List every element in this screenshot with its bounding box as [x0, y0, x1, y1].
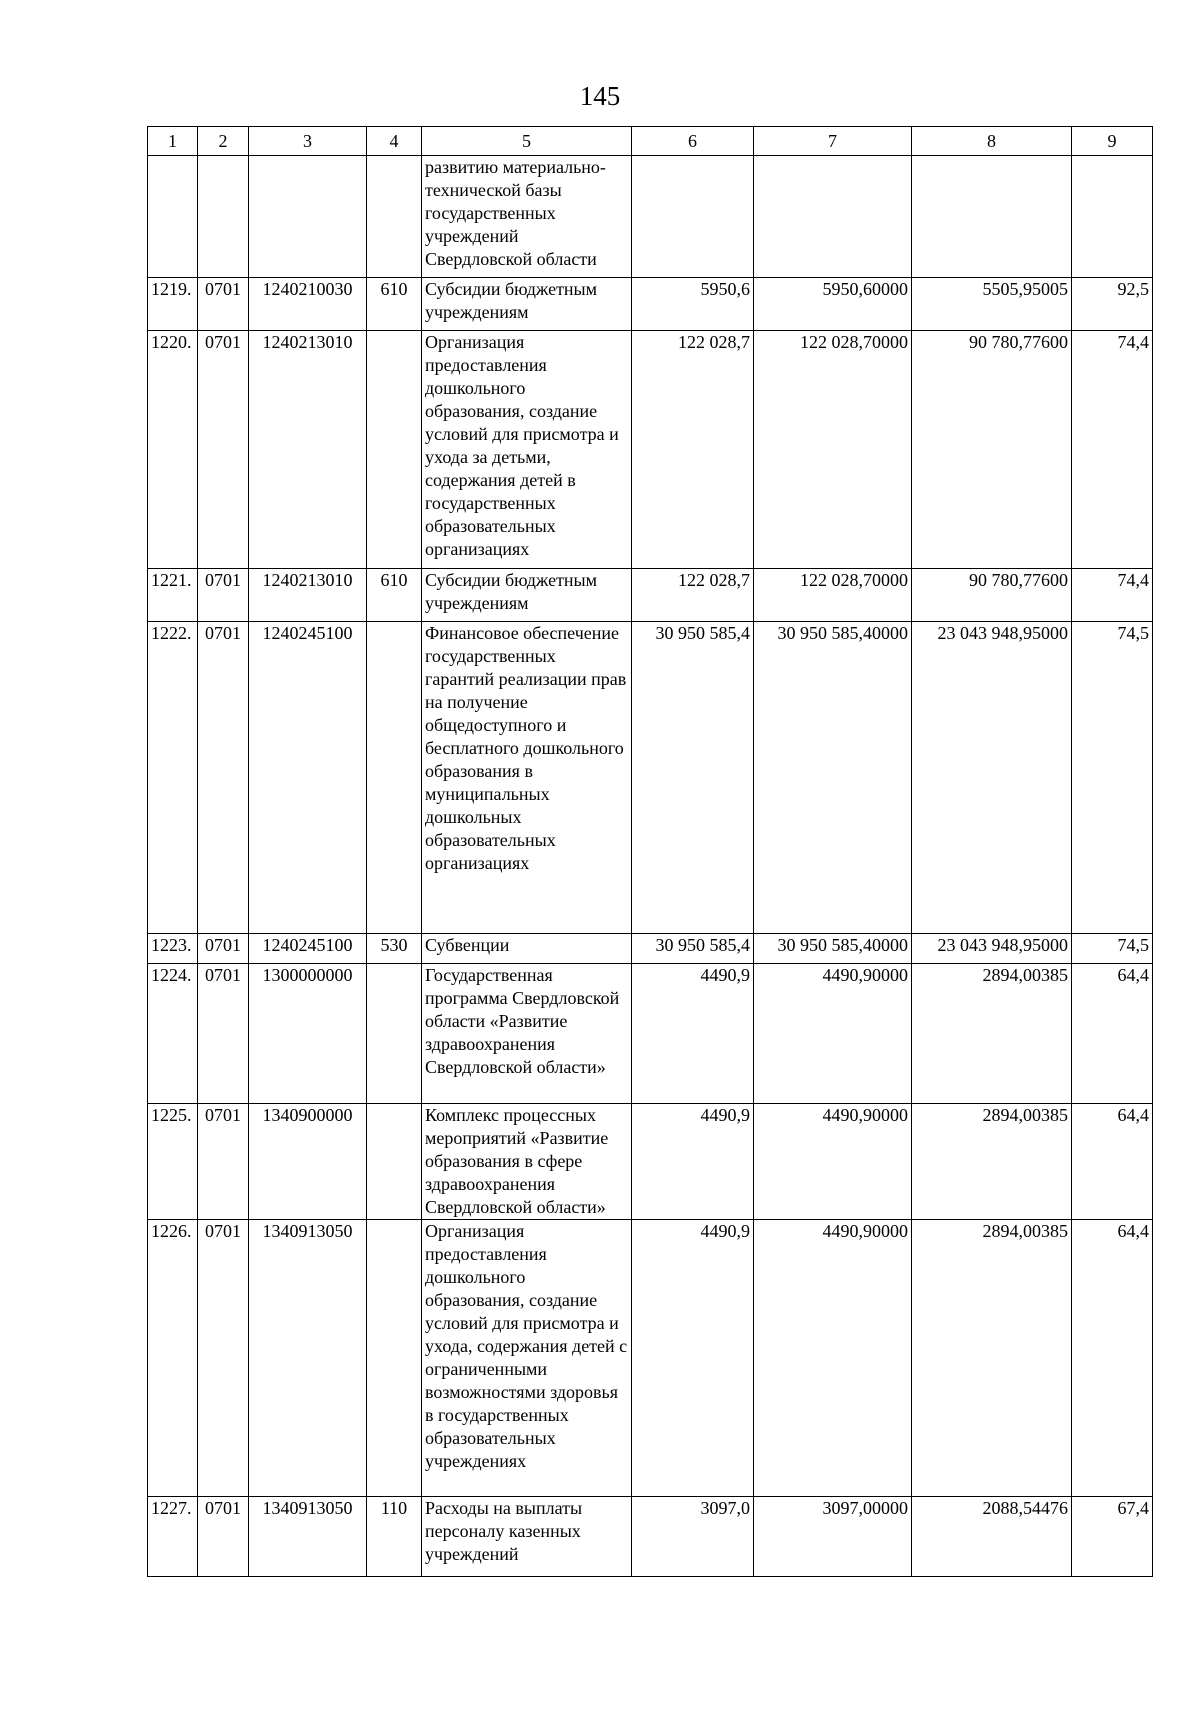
plan-amount	[754, 156, 912, 278]
expense-kind: 110	[367, 1497, 422, 1577]
item-name: Субсидии бюджетным учреждениям	[422, 278, 632, 331]
execution-percent: 74,5	[1072, 622, 1153, 934]
table-row	[148, 569, 1153, 622]
table-row	[148, 1497, 1153, 1577]
expense-kind: 610	[367, 278, 422, 331]
executed-amount: 2894,00385	[912, 1104, 1072, 1220]
section-code: 0701	[198, 331, 249, 569]
column-header: 7	[754, 127, 912, 156]
table-row	[148, 1104, 1153, 1220]
expense-kind	[367, 1104, 422, 1220]
column-header: 4	[367, 127, 422, 156]
section-code: 0701	[198, 934, 249, 964]
execution-percent: 92,5	[1072, 278, 1153, 331]
row-number: 1223.	[148, 934, 198, 964]
expense-kind	[367, 156, 422, 278]
column-header: 1	[148, 127, 198, 156]
expense-kind	[367, 1220, 422, 1497]
column-header: 6	[632, 127, 754, 156]
row-number: 1225.	[148, 1104, 198, 1220]
execution-percent: 74,4	[1072, 569, 1153, 622]
executed-amount: 23 043 948,95000	[912, 934, 1072, 964]
approved-amount: 4490,9	[632, 964, 754, 1104]
execution-percent	[1072, 156, 1153, 278]
table-row	[148, 622, 1153, 934]
item-name: Субвенции	[422, 934, 632, 964]
approved-amount: 4490,9	[632, 1104, 754, 1220]
table-row	[148, 278, 1153, 331]
table-row	[148, 964, 1153, 1104]
executed-amount	[912, 156, 1072, 278]
section-code: 0701	[198, 1497, 249, 1577]
expense-kind	[367, 331, 422, 569]
executed-amount: 90 780,77600	[912, 331, 1072, 569]
section-code: 0701	[198, 1220, 249, 1497]
row-number: 1221.	[148, 569, 198, 622]
page-number: 145	[579, 81, 621, 111]
table-row	[148, 1220, 1153, 1497]
target-code: 1240245100	[249, 934, 367, 964]
plan-amount: 122 028,70000	[754, 331, 912, 569]
execution-percent: 64,4	[1072, 964, 1153, 1104]
section-code	[198, 156, 249, 278]
approved-amount	[632, 156, 754, 278]
executed-amount: 2894,00385	[912, 1220, 1072, 1497]
row-number: 1226.	[148, 1220, 198, 1497]
target-code: 1340913050	[249, 1220, 367, 1497]
target-code: 1240213010	[249, 569, 367, 622]
item-name: Комплекс процессных мероприятий «Развитие образования в сфере здравоохранения Свердловской области»	[422, 1104, 632, 1220]
row-number: 1219.	[148, 278, 198, 331]
target-code: 1340913050	[249, 1497, 367, 1577]
table-header-row	[148, 127, 1153, 156]
executed-amount: 2894,00385	[912, 964, 1072, 1104]
executed-amount: 23 043 948,95000	[912, 622, 1072, 934]
row-number: 1220.	[148, 331, 198, 569]
plan-amount: 30 950 585,40000	[754, 934, 912, 964]
execution-percent: 74,5	[1072, 934, 1153, 964]
item-name: Расходы на выплаты персоналу казенных учреждений	[422, 1497, 632, 1577]
section-code: 0701	[198, 569, 249, 622]
approved-amount: 122 028,7	[632, 331, 754, 569]
item-name: Субсидии бюджетным учреждениям	[422, 569, 632, 622]
row-number: 1224.	[148, 964, 198, 1104]
execution-percent: 64,4	[1072, 1220, 1153, 1497]
table-row	[148, 156, 1153, 278]
item-name: Организация предоставления дошкольного образования, создание условий для присмотра и ухода, содержания детей с ограниченными возможностями здоровья в государственных образовательных учреждениях	[422, 1220, 632, 1497]
approved-amount: 3097,0	[632, 1497, 754, 1577]
plan-amount: 3097,00000	[754, 1497, 912, 1577]
item-name: развитию материально-технической базы государственных учреждений Свердловской области	[422, 156, 632, 278]
execution-percent: 67,4	[1072, 1497, 1153, 1577]
execution-percent: 64,4	[1072, 1104, 1153, 1220]
target-code: 1300000000	[249, 964, 367, 1104]
row-number	[148, 156, 198, 278]
approved-amount: 4490,9	[632, 1220, 754, 1497]
column-header: 3	[249, 127, 367, 156]
expense-kind: 530	[367, 934, 422, 964]
target-code: 1340900000	[249, 1104, 367, 1220]
target-code: 1240210030	[249, 278, 367, 331]
row-number: 1222.	[148, 622, 198, 934]
section-code: 0701	[198, 964, 249, 1104]
item-name: Организация предоставления дошкольного образования, создание условий для присмотра и ухода за детьми, содержания детей в государственных образовательных организациях	[422, 331, 632, 569]
expense-kind	[367, 622, 422, 934]
executed-amount: 90 780,77600	[912, 569, 1072, 622]
column-header: 8	[912, 127, 1072, 156]
row-number: 1227.	[148, 1497, 198, 1577]
column-header: 9	[1072, 127, 1153, 156]
expense-kind	[367, 964, 422, 1104]
executed-amount: 5505,95005	[912, 278, 1072, 331]
table-row	[148, 934, 1153, 964]
executed-amount: 2088,54476	[912, 1497, 1072, 1577]
column-header: 5	[422, 127, 632, 156]
plan-amount: 4490,90000	[754, 964, 912, 1104]
approved-amount: 30 950 585,4	[632, 934, 754, 964]
target-code: 1240213010	[249, 331, 367, 569]
table-row	[148, 331, 1153, 569]
item-name: Государственная программа Свердловской области «Развитие здравоохранения Свердловской области»	[422, 964, 632, 1104]
item-name: Финансовое обеспечение государственных гарантий реализации прав на получение общедоступного и бесплатного дошкольного образования в муниципальных дошкольных образовательных организациях	[422, 622, 632, 934]
approved-amount: 5950,6	[632, 278, 754, 331]
expense-kind: 610	[367, 569, 422, 622]
target-code	[249, 156, 367, 278]
plan-amount: 4490,90000	[754, 1104, 912, 1220]
plan-amount: 122 028,70000	[754, 569, 912, 622]
section-code: 0701	[198, 622, 249, 934]
plan-amount: 4490,90000	[754, 1220, 912, 1497]
approved-amount: 122 028,7	[632, 569, 754, 622]
budget-table	[147, 126, 1153, 1577]
target-code: 1240245100	[249, 622, 367, 934]
section-code: 0701	[198, 1104, 249, 1220]
plan-amount: 5950,60000	[754, 278, 912, 331]
approved-amount: 30 950 585,4	[632, 622, 754, 934]
execution-percent: 74,4	[1072, 331, 1153, 569]
section-code: 0701	[198, 278, 249, 331]
column-header: 2	[198, 127, 249, 156]
plan-amount: 30 950 585,40000	[754, 622, 912, 934]
